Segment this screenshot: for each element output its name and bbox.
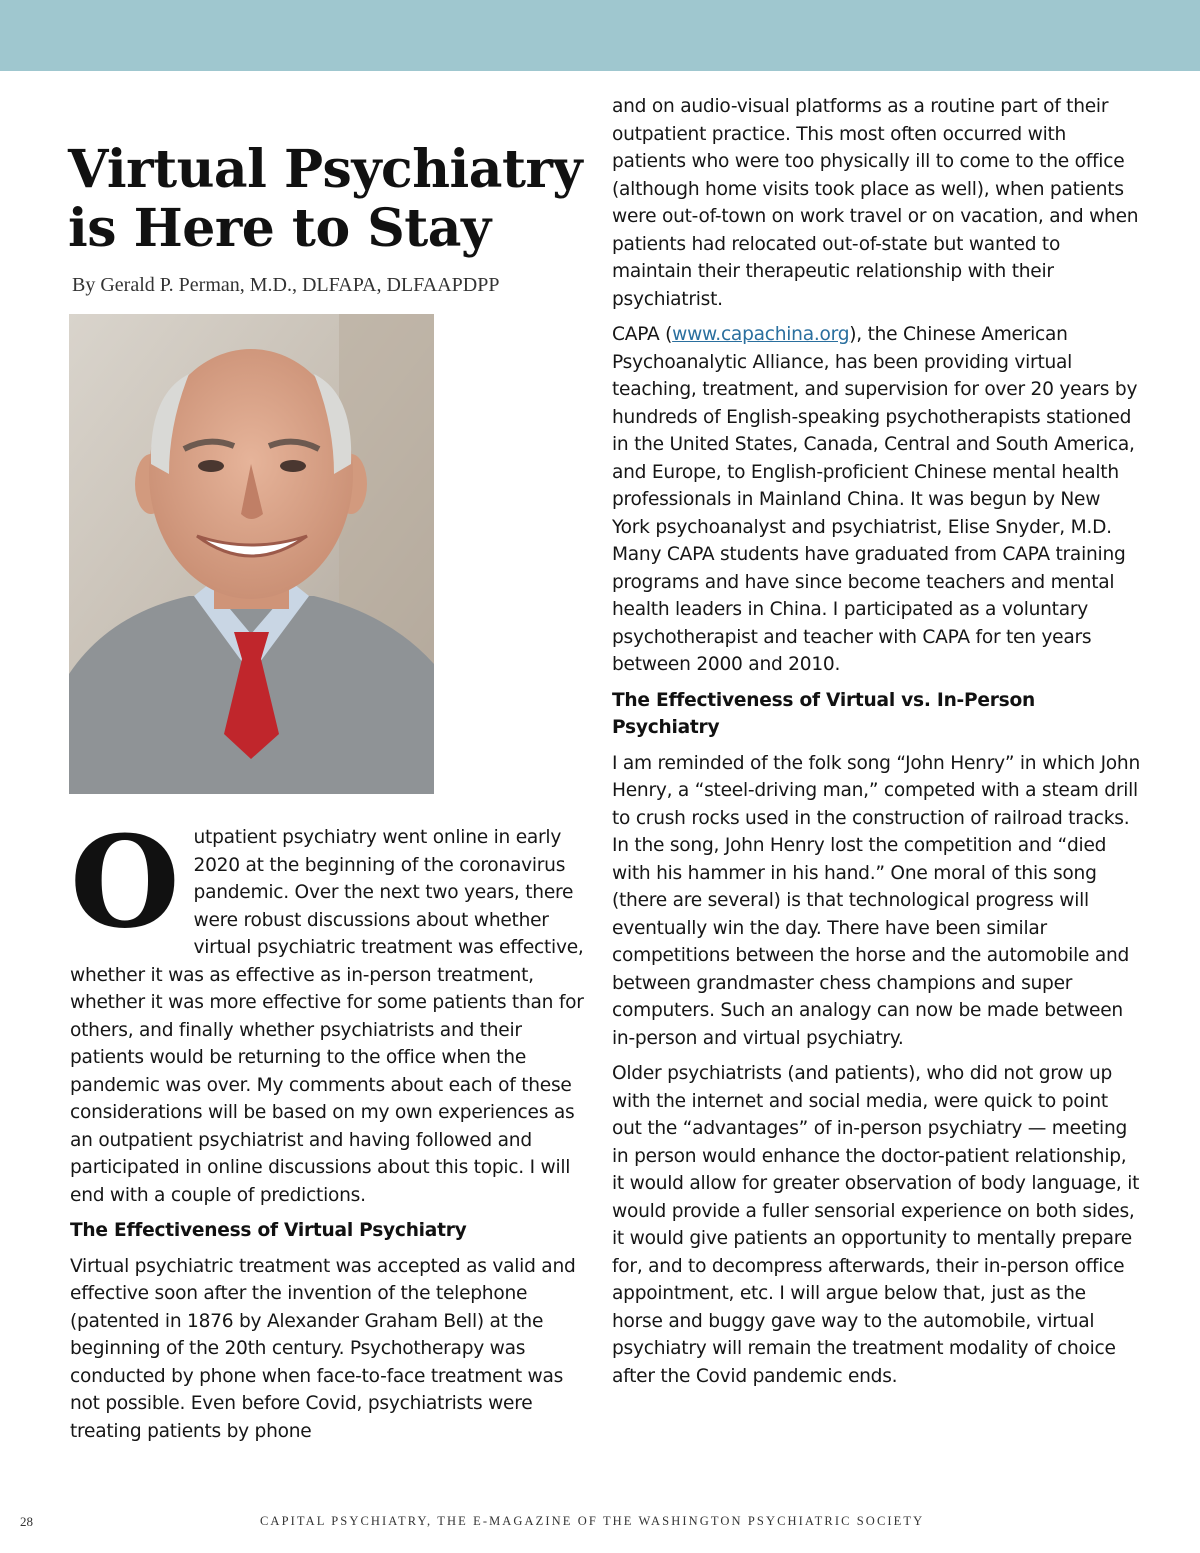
page-number: 28 [20,1514,33,1529]
page-footer [0,1514,1200,1534]
section-heading-virtual-vs-in-person: The Effectiveness of Virtual vs. In-Person Psychiatry [612,689,1036,738]
intro-paragraph-text: utpatient psychiatry went online in early 2020 at the beginning of the coronavirus pandemic. Over the next two years, there were robust discussions about whether virtual psychiatric treatment was effective, whether it was as effective as in-person treatment, whether it was more effective for some patients than for others, and finally whether psychiatrists and their patients would be returning to the office when the pandemic was over. My comments about each of these considerations will be based on my own experiences as an outpatient psychiatrist and having followed and participated in online discussions about this topic. I will end with a couple of predictions. [70,827,584,1206]
paragraph-telephone-history: Virtual psychiatric treatment was accepted as valid and effective soon after the invention of the telephone (patented in 1876 by Alexander Graham Bell) at the beginning of the 20th century. Psychotherapy was conducted by phone when face-to-face treatment was not possible. Even before Covid, psychiatrists were treating patients by phone [70,1255,576,1442]
author-photo [69,314,434,794]
paragraph-john-henry: I am reminded of the folk song “John Henry” in which John Henry, a “steel-driving man,” competed with a steam drill to crush rocks used in the construction of railroad tracks. In the song, John Henry lost the competition and “died with his hammer in his hand.” One moral of this song (there are several) is that technological progress will eventually win the day. There have been similar competitions between the horse and the automobile and between grandmaster chess champions and super computers. Such an analogy can now be made between in-person and virtual psychiatry. [612,752,1141,1049]
author-portrait-image [69,314,434,794]
article-title [68,140,588,258]
drop-cap: O [70,808,180,956]
title-line-1: Virtual Psychiatry [68,139,583,200]
paragraph-older-psychiatrists: Older psychiatrists (and patients), who did not grow up with the internet and social media, were quick to point out the “advantages” of in-person psychiatry — meeting in person would enhance the doctor-patient relationship, it would allow for greater observation of body language, it would provide a fuller sensorial experience on both sides, it would give patients an opportunity to mentally prepare for, and to decompress afterwards, their in-person office appointment, etc. I will argue below that, just as the horse and buggy gave way to the automobile, virtual psychiatry will remain the treatment modality of choice after the Covid pandemic ends. [612,1063,1140,1387]
byline: By Gerald P. Perman, M.D., DLFAPA, DLFAAPDPP [72,274,500,296]
paragraph-outpatient-practice: and on audio-visual platforms as a routine part of their outpatient practice. This most often occurred with patients who were too physically ill to come to the office (although home visits took place as well), when patients were out-of-town on work travel or on vacation, and when patients had relocated out-of-state but wanted to maintain their therapeutic relationship with their psychiatrist. [612,96,1139,310]
title-line-2: is Here to Stay [68,198,491,259]
paragraph-capa [612,321,1142,679]
publication-name: CAPITAL PSYCHIATRY, THE E-MAGAZINE OF THE WASHINGTON PSYCHIATRIC SOCIETY [260,1514,925,1528]
capa-website-link[interactable]: www.capachina.org [672,324,850,345]
capa-text-after: ), the Chinese American Psychoanalytic Alliance, has been providing virtual teaching, treatment, and supervision for over 20 years by hundreds of English-speaking psychotherapists stationed in the United States, Canada, Central and South America, and Europe, to English-proficient Chinese mental health professionals in Mainland China. It was begun by New York psychoanalyst and psychiatrist, Elise Snyder, M.D. Many CAPA students have graduated from CAPA training programs and have since become teachers and mental health leaders in China. I participated as a voluntary psychotherapist and teacher with CAPA for ten years between 2000 and 2010. [612,324,1138,675]
left-column-text [70,808,590,1453]
right-column-text [612,93,1142,1398]
header-color-band [0,0,1200,71]
intro-paragraph [70,808,590,1209]
section-heading-effectiveness: The Effectiveness of Virtual Psychiatry [70,1220,467,1241]
capa-text-before: CAPA ( [612,324,673,345]
